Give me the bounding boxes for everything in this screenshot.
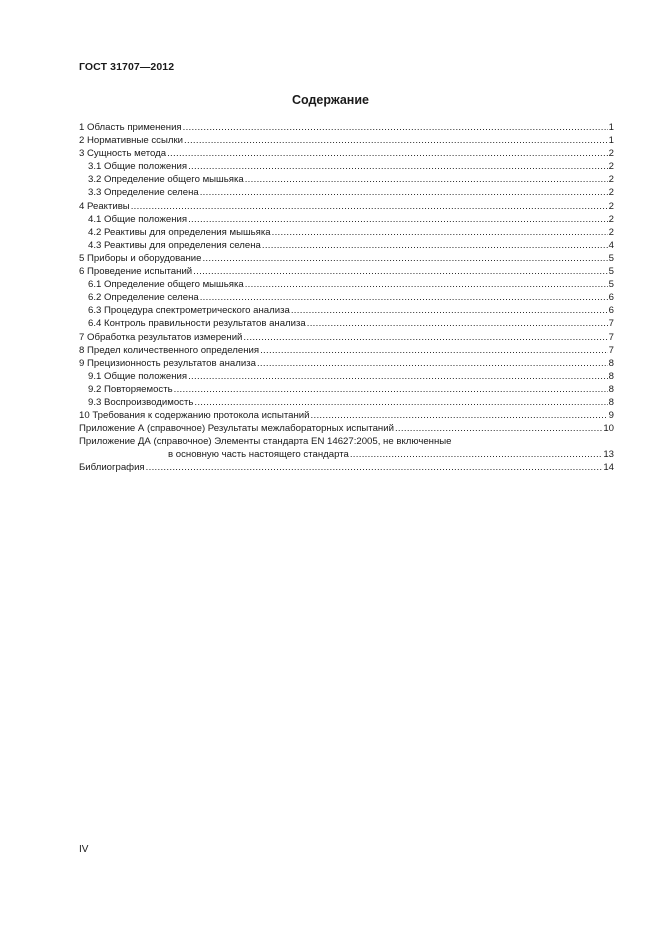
toc-entry-6-3[interactable] xyxy=(79,304,614,317)
toc-entry-appendix-da-line2[interactable] xyxy=(79,448,614,461)
toc-entry-label: 4 Реактивы xyxy=(79,200,130,212)
toc-entry-page: 2 xyxy=(608,213,614,225)
toc-entry-page: 7 xyxy=(608,344,614,356)
toc-entry-label: 6.2 Определение селена xyxy=(88,292,199,304)
toc-entry-page: 6 xyxy=(608,292,614,304)
toc-leader-dots xyxy=(257,357,608,370)
toc-leader-dots xyxy=(200,291,608,304)
toc-entry-label: в основную часть настоящего стандарта xyxy=(168,449,349,461)
toc-entry-label: 9.3 Воспроизводимость xyxy=(88,396,194,408)
toc-entry-label: 3.2 Определение общего мышьяка xyxy=(88,174,244,186)
toc-entry-8[interactable] xyxy=(79,344,614,357)
toc-entry-label: 9.1 Общие положения xyxy=(88,370,188,382)
toc-leader-dots xyxy=(307,317,608,330)
toc-leader-dots xyxy=(184,134,608,147)
toc-leader-dots xyxy=(174,383,608,396)
toc-leader-dots xyxy=(260,344,608,357)
toc-leader-dots xyxy=(272,226,608,239)
toc-entry-label: 4.3 Реактивы для определения селена xyxy=(88,239,261,251)
toc-entry-page: 1 xyxy=(608,135,614,147)
toc-entry-9-2[interactable] xyxy=(79,383,614,396)
toc-leader-dots xyxy=(202,252,607,265)
toc-entry-10[interactable] xyxy=(79,409,614,422)
toc-entry-3[interactable] xyxy=(79,147,614,160)
toc-entry-page: 8 xyxy=(608,370,614,382)
page-number: IV xyxy=(79,844,89,855)
toc-entry-page: 13 xyxy=(603,449,614,461)
toc-entry-label: 2 Нормативные ссылки xyxy=(79,135,184,147)
toc-leader-dots xyxy=(245,173,608,186)
toc-entry-page: 7 xyxy=(608,318,614,330)
toc-entry-label: 8 Предел количественного определения xyxy=(79,344,260,356)
toc-entry-page: 5 xyxy=(608,266,614,278)
toc-entry-label: 4.2 Реактивы для определения мышьяка xyxy=(88,226,271,238)
toc-entry-page: 2 xyxy=(608,200,614,212)
toc-leader-dots xyxy=(188,213,608,226)
toc-entry-page: 2 xyxy=(608,148,614,160)
toc-entry-page: 9 xyxy=(608,410,614,422)
toc-entry-appendix-a[interactable] xyxy=(79,422,614,435)
toc-entry-page: 5 xyxy=(608,252,614,264)
toc-leader-dots xyxy=(193,265,607,278)
toc-entry-label: 5 Приборы и оборудование xyxy=(79,252,202,264)
toc-entry-label: Библиография xyxy=(79,462,145,474)
toc-entry-page: 4 xyxy=(608,239,614,251)
toc-entry-6-2[interactable] xyxy=(79,291,614,304)
toc-entry-page: 2 xyxy=(608,174,614,186)
table-of-contents xyxy=(79,121,614,475)
toc-entry-page: 5 xyxy=(608,279,614,291)
toc-leader-dots xyxy=(311,409,608,422)
toc-entry-7[interactable] xyxy=(79,331,614,344)
toc-entry-label: 3.1 Общие положения xyxy=(88,161,188,173)
toc-leader-dots xyxy=(262,239,608,252)
toc-leader-dots xyxy=(146,461,603,474)
toc-entry-page: 1 xyxy=(608,122,614,133)
toc-entry-appendix-da-line1[interactable]: Приложение ДА (справочное) Элементы стандарта EN 14627:2005, не включенные xyxy=(79,436,452,448)
toc-entry-bibliography[interactable] xyxy=(79,461,614,474)
toc-entry-page: 8 xyxy=(608,383,614,395)
toc-leader-dots xyxy=(243,331,607,344)
toc-entry-1[interactable] xyxy=(79,121,614,134)
toc-entry-4-3[interactable] xyxy=(79,239,614,252)
toc-leader-dots xyxy=(350,448,603,461)
toc-leader-dots xyxy=(194,396,607,409)
toc-leader-dots xyxy=(131,200,608,213)
toc-entry-label: 9.2 Повторяемость xyxy=(88,383,173,395)
toc-leader-dots xyxy=(188,160,608,173)
toc-entry-label: 6.4 Контроль правильности результатов анализа xyxy=(88,318,306,330)
toc-leader-dots xyxy=(183,121,608,134)
toc-entry-label: 1 Область применения xyxy=(79,122,182,133)
toc-entry-page: 6 xyxy=(608,305,614,317)
toc-entry-2[interactable] xyxy=(79,134,614,147)
standard-code: ГОСТ 31707—2012 xyxy=(79,61,175,73)
toc-entry-page: 8 xyxy=(608,396,614,408)
toc-entry-4-1[interactable] xyxy=(79,213,614,226)
toc-leader-dots xyxy=(245,278,608,291)
toc-entry-3-3[interactable] xyxy=(79,186,614,199)
toc-leader-dots xyxy=(395,422,602,435)
toc-entry-page: 8 xyxy=(608,357,614,369)
toc-entry-label: 9 Прецизионность результатов анализа xyxy=(79,357,256,369)
toc-entry-6-1[interactable] xyxy=(79,278,614,291)
toc-entry-4[interactable] xyxy=(79,200,614,213)
toc-entry-label: 4.1 Общие положения xyxy=(88,213,188,225)
toc-leader-dots xyxy=(200,186,608,199)
toc-entry-page: 10 xyxy=(603,423,614,435)
toc-entry-label: 6.3 Процедура спектрометрического анализа xyxy=(88,305,290,317)
toc-entry-label: 6 Проведение испытаний xyxy=(79,266,193,278)
toc-entry-page: 2 xyxy=(608,226,614,238)
toc-leader-dots xyxy=(167,147,608,160)
toc-entry-4-2[interactable] xyxy=(79,226,614,239)
toc-leader-dots xyxy=(188,370,608,383)
toc-entry-6-4[interactable] xyxy=(79,317,614,330)
toc-entry-label: 10 Требования к содержанию протокола испытаний xyxy=(79,410,310,422)
toc-entry-9-3[interactable] xyxy=(79,396,614,409)
toc-entry-9-1[interactable] xyxy=(79,370,614,383)
toc-entry-page: 7 xyxy=(608,331,614,343)
toc-leader-dots xyxy=(291,304,608,317)
toc-entry-3-2[interactable] xyxy=(79,173,614,186)
page-title: Содержание xyxy=(291,93,369,107)
toc-entry-label: 3 Сущность метода xyxy=(79,148,167,160)
toc-entry-label: 7 Обработка результатов измерений xyxy=(79,331,243,343)
toc-entry-label: 6.1 Определение общего мышьяка xyxy=(88,279,244,291)
toc-entry-3-1[interactable] xyxy=(79,160,614,173)
toc-entry-label: 3.3 Определение селена xyxy=(88,187,199,199)
toc-entry-label: Приложение А (справочное) Результаты межлабораторных испытаний xyxy=(79,423,394,435)
toc-entry-page: 2 xyxy=(608,187,614,199)
toc-entry-6[interactable] xyxy=(79,265,614,278)
toc-entry-5[interactable] xyxy=(79,252,614,265)
toc-entry-page: 2 xyxy=(608,161,614,173)
toc-entry-9[interactable] xyxy=(79,357,614,370)
toc-entry-page: 14 xyxy=(603,462,614,474)
